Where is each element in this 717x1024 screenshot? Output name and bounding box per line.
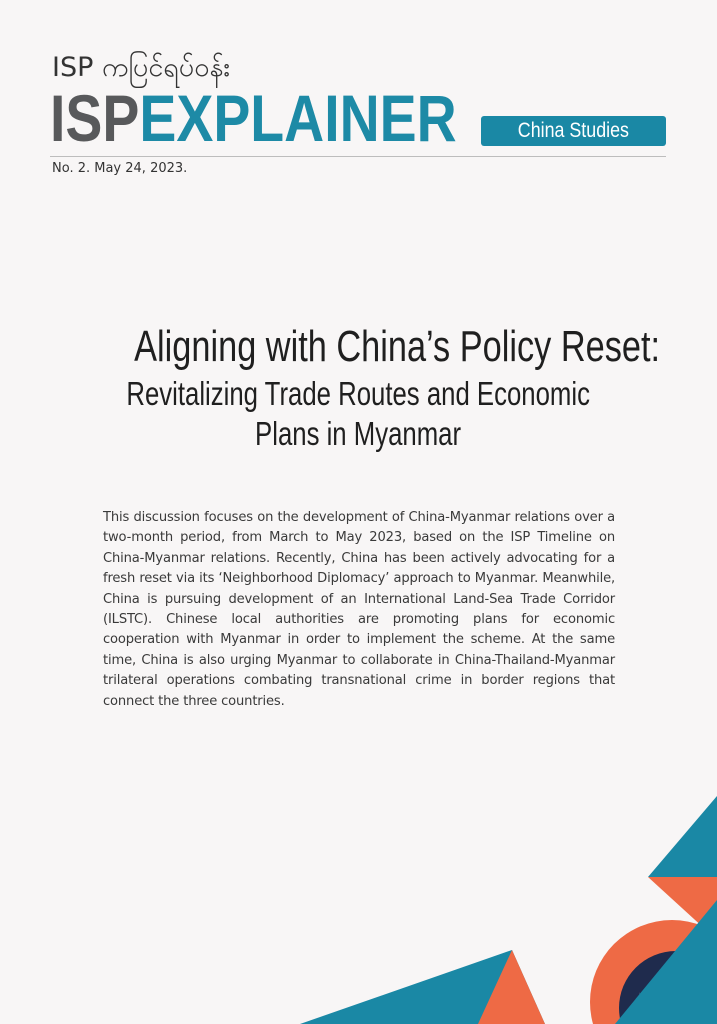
title-line-2: Revitalizing Trade Routes and Economic [126,375,591,412]
title-line-3: Plans in Myanmar [255,415,462,452]
category-label: China Studies [517,119,630,142]
abstract-paragraph: This discussion focuses on the development of China-Myanmar relations over a two-month period, from March to May 2023, based on the ISP Timeline on China-Myanmar relations. Recently, China has been actively advocating for a fresh reset via its ‘Neighborhood Diplomacy’ approach to Myanmar. Meanwhile, China is pursuing development of an International Land-Sea Trade Corridor (ILSTC). Chinese local authorities are promoting plans for economic cooperation with Myanmar in order to implement the scheme. At the same time, China is also urging Myanmar to collaborate in China-Thailand-Myanmar trilateral operations combating transnational crime in border regions that connect the three countries. [103,510,615,709]
issue-date: No. 2. May 24, 2023. [52,161,188,176]
series-name-myanmar: ISP ကပြင်ရပ်ဝန်း [52,52,231,83]
teal-triangle-top-right [648,796,717,877]
logo-isp-text: ISP [50,81,140,155]
title-line-1: Aligning with China’s Policy Reset: [134,322,661,371]
logo-explainer-text: EXPLAINER [139,81,457,155]
